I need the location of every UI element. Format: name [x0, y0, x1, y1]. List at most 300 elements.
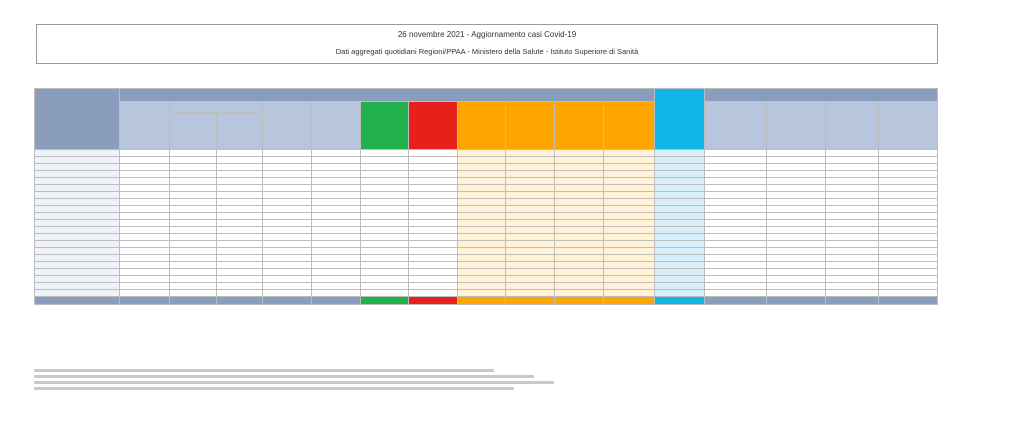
data-cell: [119, 206, 170, 213]
table-row: [35, 276, 938, 283]
data-cell: [409, 185, 458, 192]
data-cell: [555, 213, 604, 220]
data-cell: [263, 150, 312, 157]
region-cell: [35, 206, 120, 213]
data-cell: [409, 234, 458, 241]
data-cell: [654, 206, 705, 213]
data-cell: [457, 185, 506, 192]
data-cell: [457, 150, 506, 157]
data-cell: [506, 227, 555, 234]
data-cell: [311, 276, 360, 283]
data-cell: [360, 255, 409, 262]
data-cell: [170, 227, 217, 234]
data-cell: [170, 178, 217, 185]
data-cell: [766, 185, 825, 192]
table-row: [35, 220, 938, 227]
totals-row: [35, 297, 938, 305]
data-cell: [170, 290, 217, 297]
table-row: [35, 255, 938, 262]
data-cell: [825, 241, 878, 248]
data-cell: [170, 164, 217, 171]
data-cell: [878, 171, 937, 178]
data-cell: [263, 213, 312, 220]
data-cell: [263, 276, 312, 283]
data-cell: [170, 248, 217, 255]
data-cell: [360, 171, 409, 178]
data-cell: [457, 269, 506, 276]
data-cell: [216, 220, 263, 227]
data-cell: [766, 276, 825, 283]
data-cell: [409, 171, 458, 178]
data-cell: [705, 171, 766, 178]
region-cell: [35, 234, 120, 241]
data-cell: [457, 290, 506, 297]
data-cell: [705, 178, 766, 185]
data-cell: [409, 227, 458, 234]
data-cell: [506, 283, 555, 290]
table-row: [35, 269, 938, 276]
people-tested-header: [654, 89, 705, 150]
data-cell: [506, 206, 555, 213]
data-cell: [654, 227, 705, 234]
data-cell: [766, 262, 825, 269]
region-cell: [35, 185, 120, 192]
data-cell: [506, 248, 555, 255]
data-cell: [878, 199, 937, 206]
data-cell: [119, 227, 170, 234]
data-cell: [654, 255, 705, 262]
data-cell: [766, 241, 825, 248]
data-cell: [311, 248, 360, 255]
data-cell: [603, 220, 654, 227]
data-cell: [705, 220, 766, 227]
data-cell: [825, 269, 878, 276]
data-cell: [506, 164, 555, 171]
data-cell: [119, 164, 170, 171]
data-cell: [119, 262, 170, 269]
data-cell: [705, 199, 766, 206]
data-cell: [766, 255, 825, 262]
data-cell: [705, 269, 766, 276]
data-cell: [170, 234, 217, 241]
data-cell: [705, 157, 766, 164]
region-cell: [35, 290, 120, 297]
data-cell: [878, 241, 937, 248]
region-cell: [35, 283, 120, 290]
data-cell: [878, 290, 937, 297]
intensive-care-header: [170, 102, 263, 113]
data-cell: [878, 276, 937, 283]
data-cell: [457, 241, 506, 248]
data-cell: [825, 213, 878, 220]
data-cell: [705, 276, 766, 283]
data-cell: [705, 241, 766, 248]
data-cell: [360, 192, 409, 199]
data-cell: [825, 178, 878, 185]
data-cell: [311, 171, 360, 178]
table-row: [35, 234, 938, 241]
data-cell: [170, 276, 217, 283]
data-cell: [825, 192, 878, 199]
data-cell: [263, 255, 312, 262]
data-cell: [170, 213, 217, 220]
data-cell: [216, 262, 263, 269]
data-cell: [603, 290, 654, 297]
data-cell: [555, 206, 604, 213]
data-cell: [119, 248, 170, 255]
data-cell: [170, 255, 217, 262]
data-cell: [409, 248, 458, 255]
data-cell: [878, 213, 937, 220]
data-cell: [409, 269, 458, 276]
data-cell: [216, 241, 263, 248]
col-molecular-swabs: [705, 102, 766, 150]
data-cell: [409, 283, 458, 290]
data-cell: [263, 171, 312, 178]
data-cell: [409, 241, 458, 248]
data-cell: [457, 192, 506, 199]
data-cell: [555, 262, 604, 269]
table-row: [35, 157, 938, 164]
data-cell: [457, 157, 506, 164]
data-cell: [766, 248, 825, 255]
data-cell: [311, 213, 360, 220]
data-cell: [603, 283, 654, 290]
data-cell: [603, 241, 654, 248]
data-cell: [654, 283, 705, 290]
data-cell: [878, 206, 937, 213]
data-cell: [457, 171, 506, 178]
data-cell: [409, 290, 458, 297]
data-cell: [878, 248, 937, 255]
table-row: [35, 150, 938, 157]
data-cell: [409, 255, 458, 262]
region-cell: [35, 157, 120, 164]
data-cell: [360, 164, 409, 171]
data-cell: [119, 220, 170, 227]
data-cell: [878, 185, 937, 192]
data-cell: [766, 171, 825, 178]
data-cell: [216, 227, 263, 234]
table-row: [35, 199, 938, 206]
data-cell: [170, 199, 217, 206]
data-cell: [119, 178, 170, 185]
data-cell: [603, 164, 654, 171]
col-total-swabs: [825, 102, 878, 150]
data-cell: [360, 206, 409, 213]
data-cell: [878, 283, 937, 290]
data-cell: [603, 213, 654, 220]
data-cell: [216, 283, 263, 290]
data-cell: [216, 192, 263, 199]
report-title: 26 novembre 2021 - Aggiornamento casi Covid-19: [397, 30, 577, 39]
data-cell: [654, 262, 705, 269]
data-cell: [766, 192, 825, 199]
data-cell: [457, 213, 506, 220]
data-cell: [360, 234, 409, 241]
data-cell: [825, 248, 878, 255]
data-cell: [555, 199, 604, 206]
data-cell: [825, 227, 878, 234]
data-cell: [360, 276, 409, 283]
data-cell: [766, 227, 825, 234]
data-cell: [119, 185, 170, 192]
data-cell: [825, 290, 878, 297]
data-cell: [766, 150, 825, 157]
table-body: [35, 150, 938, 297]
data-cell: [766, 164, 825, 171]
data-cell: [311, 290, 360, 297]
data-cell: [311, 269, 360, 276]
data-cell: [506, 213, 555, 220]
data-cell: [119, 276, 170, 283]
data-cell: [825, 157, 878, 164]
data-cell: [409, 276, 458, 283]
data-cell: [170, 157, 217, 164]
data-cell: [216, 269, 263, 276]
data-cell: [170, 150, 217, 157]
col-home-isolation: [263, 102, 312, 150]
table-row: [35, 206, 938, 213]
data-cell: [555, 227, 604, 234]
data-cell: [506, 262, 555, 269]
data-cell: [766, 178, 825, 185]
data-cell: [360, 248, 409, 255]
data-cell: [170, 206, 217, 213]
col-antigen-swabs: [766, 102, 825, 150]
data-cell: [311, 234, 360, 241]
data-cell: [654, 178, 705, 185]
data-cell: [878, 192, 937, 199]
data-cell: [457, 178, 506, 185]
data-cell: [457, 199, 506, 206]
data-cell: [654, 199, 705, 206]
data-cell: [705, 248, 766, 255]
data-cell: [360, 185, 409, 192]
note-line: [34, 381, 554, 384]
data-cell: [311, 178, 360, 185]
table-row: [35, 192, 938, 199]
data-cell: [409, 199, 458, 206]
data-cell: [263, 192, 312, 199]
data-cell: [825, 199, 878, 206]
data-cell: [603, 178, 654, 185]
data-cell: [705, 227, 766, 234]
data-cell: [603, 192, 654, 199]
data-cell: [603, 150, 654, 157]
data-cell: [825, 206, 878, 213]
data-cell: [216, 157, 263, 164]
col-antigen-identified: [506, 102, 555, 150]
data-cell: [119, 283, 170, 290]
data-cell: [506, 241, 555, 248]
table-row: [35, 248, 938, 255]
data-cell: [216, 164, 263, 171]
data-cell: [506, 192, 555, 199]
data-cell: [311, 192, 360, 199]
data-cell: [119, 290, 170, 297]
data-cell: [263, 241, 312, 248]
data-cell: [311, 227, 360, 234]
report-subtitle: Dati aggregati quotidiani Regioni/PPAA - Ministero della Salute - Istituto Superiore di Sanità: [335, 47, 639, 56]
data-cell: [654, 157, 705, 164]
data-cell: [119, 157, 170, 164]
data-cell: [506, 178, 555, 185]
data-cell: [506, 255, 555, 262]
data-cell: [555, 192, 604, 199]
data-cell: [825, 164, 878, 171]
data-cell: [705, 290, 766, 297]
table-row: [35, 241, 938, 248]
data-cell: [555, 150, 604, 157]
data-cell: [766, 157, 825, 164]
data-cell: [360, 150, 409, 157]
data-cell: [825, 283, 878, 290]
data-cell: [705, 213, 766, 220]
data-cell: [506, 276, 555, 283]
confirmed-cases-header: [119, 89, 654, 102]
data-cell: [603, 262, 654, 269]
covid-data-table-wrap: [34, 88, 938, 305]
data-cell: [603, 227, 654, 234]
table-row: [35, 213, 938, 220]
data-cell: [311, 241, 360, 248]
data-cell: [311, 262, 360, 269]
data-cell: [119, 199, 170, 206]
region-cell: [35, 192, 120, 199]
data-cell: [825, 185, 878, 192]
col-discharged-healed: [360, 102, 409, 150]
data-cell: [311, 220, 360, 227]
data-cell: [506, 220, 555, 227]
data-cell: [705, 164, 766, 171]
data-cell: [705, 234, 766, 241]
data-cell: [825, 171, 878, 178]
region-column-header: [35, 89, 120, 150]
col-currently-positive: [311, 102, 360, 150]
data-cell: [263, 206, 312, 213]
data-cell: [263, 290, 312, 297]
table-row: [35, 178, 938, 185]
data-cell: [766, 213, 825, 220]
data-cell: [705, 150, 766, 157]
data-cell: [766, 269, 825, 276]
data-cell: [119, 269, 170, 276]
data-cell: [506, 171, 555, 178]
data-cell: [603, 185, 654, 192]
table-row: [35, 185, 938, 192]
data-cell: [555, 241, 604, 248]
data-cell: [216, 178, 263, 185]
table-row: [35, 290, 938, 297]
data-cell: [457, 206, 506, 213]
data-cell: [878, 164, 937, 171]
table-row: [35, 262, 938, 269]
data-cell: [360, 269, 409, 276]
swabs-header: [705, 89, 938, 102]
region-cell: [35, 276, 120, 283]
data-cell: [360, 199, 409, 206]
data-cell: [705, 255, 766, 262]
data-cell: [311, 283, 360, 290]
data-cell: [457, 227, 506, 234]
data-cell: [360, 157, 409, 164]
table-row: [35, 171, 938, 178]
data-cell: [263, 234, 312, 241]
table-row: [35, 283, 938, 290]
data-cell: [603, 248, 654, 255]
covid-data-table: [34, 88, 938, 305]
data-cell: [766, 206, 825, 213]
data-cell: [216, 290, 263, 297]
data-cell: [825, 220, 878, 227]
data-cell: [555, 178, 604, 185]
data-cell: [825, 234, 878, 241]
data-cell: [409, 206, 458, 213]
data-cell: [263, 220, 312, 227]
notes-section: [34, 362, 634, 393]
data-cell: [603, 157, 654, 164]
region-cell: [35, 255, 120, 262]
data-cell: [825, 262, 878, 269]
data-cell: [506, 290, 555, 297]
data-cell: [654, 185, 705, 192]
data-cell: [360, 283, 409, 290]
data-cell: [263, 185, 312, 192]
data-cell: [603, 269, 654, 276]
data-cell: [457, 164, 506, 171]
data-cell: [263, 248, 312, 255]
data-cell: [360, 178, 409, 185]
data-cell: [119, 213, 170, 220]
region-cell: [35, 241, 120, 248]
data-cell: [119, 241, 170, 248]
data-cell: [409, 150, 458, 157]
data-cell: [654, 290, 705, 297]
data-cell: [216, 150, 263, 157]
col-icu-hospitalized: [170, 113, 217, 150]
data-cell: [766, 234, 825, 241]
col-deceased: [409, 102, 458, 150]
data-cell: [506, 185, 555, 192]
data-cell: [654, 241, 705, 248]
region-cell: [35, 269, 120, 276]
data-cell: [654, 171, 705, 178]
data-cell: [170, 220, 217, 227]
data-cell: [216, 171, 263, 178]
data-cell: [263, 283, 312, 290]
data-cell: [216, 276, 263, 283]
data-cell: [878, 234, 937, 241]
data-cell: [311, 150, 360, 157]
data-cell: [170, 262, 217, 269]
data-cell: [555, 220, 604, 227]
totals-label-cell: [35, 297, 120, 305]
data-cell: [409, 164, 458, 171]
data-cell: [216, 199, 263, 206]
data-cell: [878, 262, 937, 269]
data-cell: [409, 192, 458, 199]
data-cell: [311, 185, 360, 192]
data-cell: [654, 213, 705, 220]
data-cell: [705, 192, 766, 199]
data-cell: [825, 150, 878, 157]
col-total-cases: [555, 102, 604, 150]
data-cell: [311, 199, 360, 206]
data-cell: [506, 234, 555, 241]
data-cell: [878, 150, 937, 157]
region-cell: [35, 171, 120, 178]
